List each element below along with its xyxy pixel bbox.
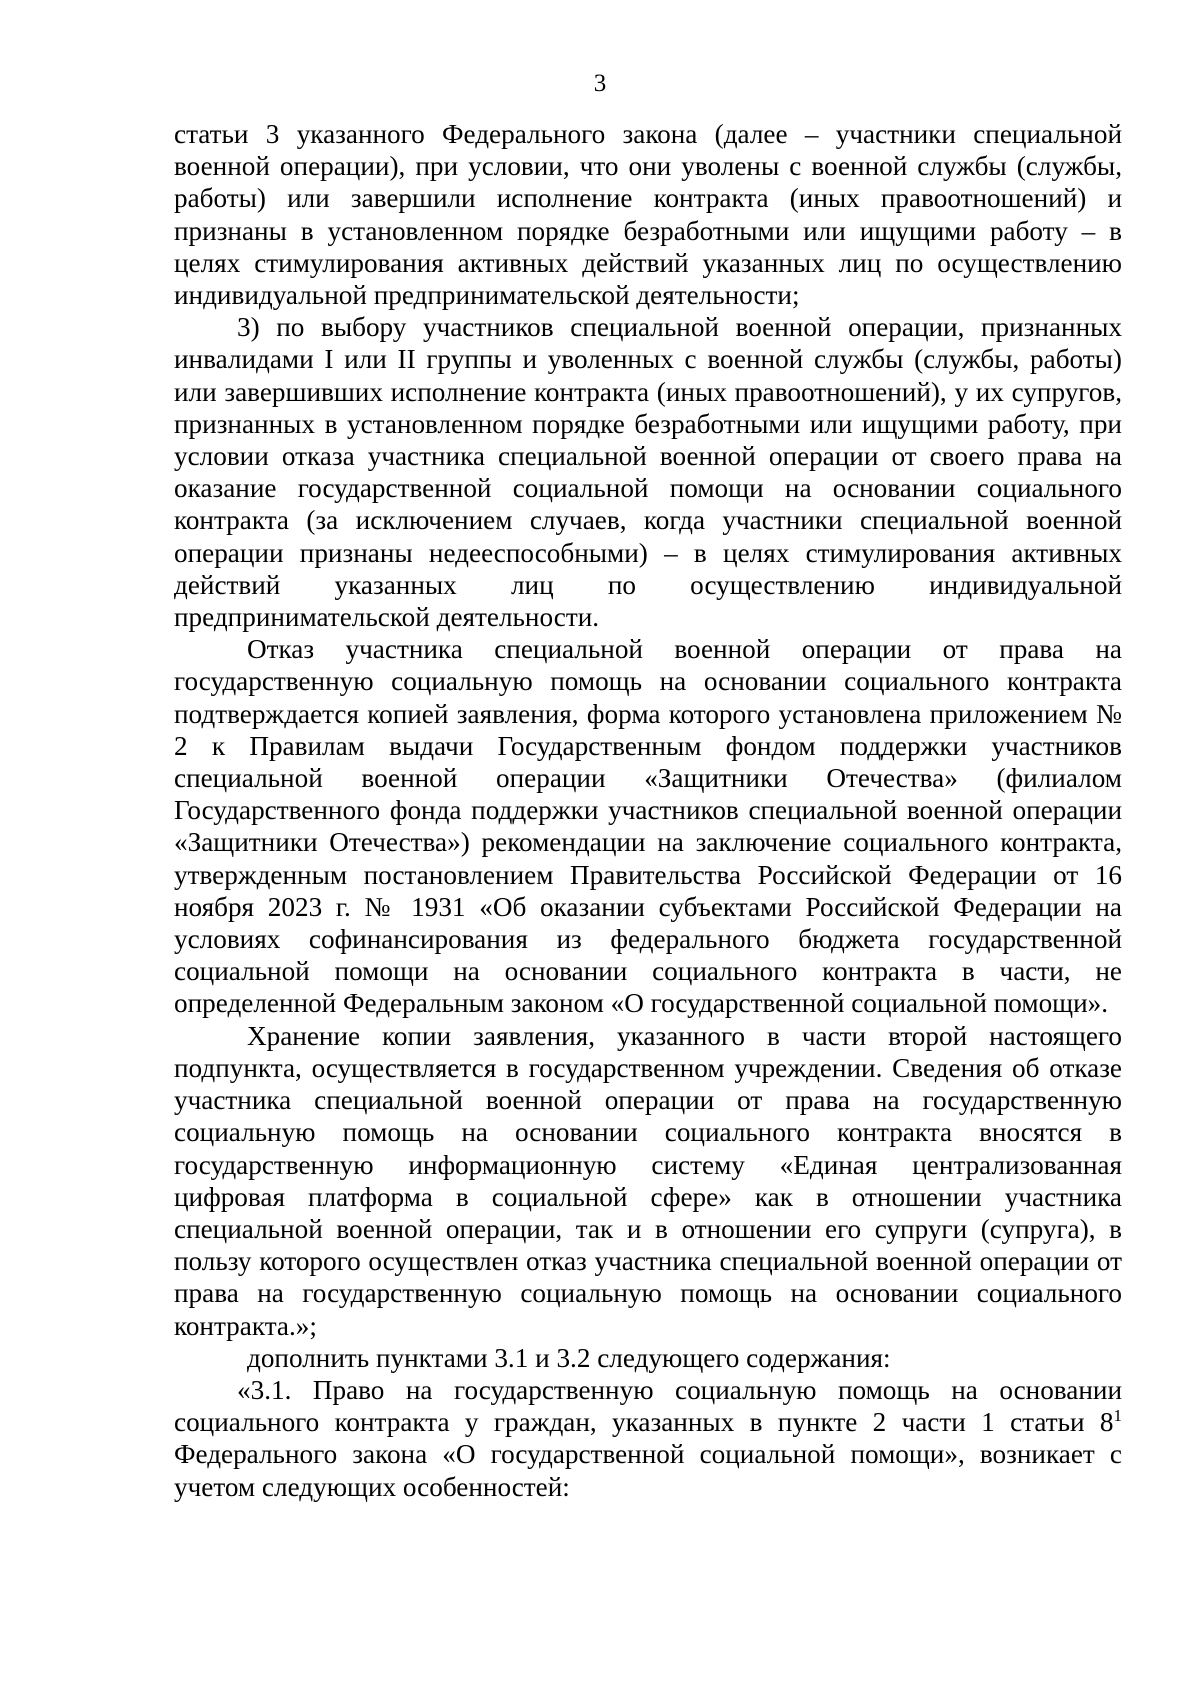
superscript-note: 1 — [1113, 1406, 1122, 1426]
paragraph-item-3: 3) по выбору участников специальной военной операции, признанных инвалидами I или II группы и уволенных с военной службы (службы, работы) или завершивших исполнение контракта (иных правоотношений), у их супругов, признанных в установленном порядке безработными или ищущими работу, при условии отказа участника специальной военной операции от своего права на оказание государственной социальной помощи на основании социального контракта (за исключением случаев, когда участники специальной военной операции признаны недееспособными) – в целях стимулирования активных действий указанных лиц по осуществлению индивидуальной предпринимательской деятельности. — [174, 312, 1122, 633]
paragraph-continuation: статьи 3 указанного Федерального закона (далее – участники специальной военной операции), при условии, что они уволены с военной службы (службы, работы) или завершили исполнение контракта (иных правоотношений) и признаны в установленном порядке безработными или ищущими работу – в целях стимулирования активных действий указанных лиц по осуществлению индивидуальной предпринимательской деятельности; — [174, 119, 1122, 311]
paragraph-item-3-1-text-end: Федерального закона «О государственной социальной помощи», возникает с учетом следующих особенностей: — [174, 1439, 1122, 1502]
page-number: 3 — [593, 70, 607, 97]
paragraph-storage: Хранение копии заявления, указанного в части второй настоящего подпункта, осуществляется в государственном учреждении. Сведения об отказе участника специальной военной операции от права на государственную социальную помощь на основании социального контракта вносятся в государственную информационную систему «Единая централизованная цифровая платформа в социальной сфере» как в отношении участника специальной военной операции, так и в отношении его супруги (супруга), в пользу которого осуществлен отказ участника специальной военной операции от права на государственную социальную помощь на основании социального контракта.»; — [174, 1020, 1122, 1341]
document-body — [174, 118, 1122, 1503]
paragraph-refusal: Отказ участника специальной военной операции от права на государственную социальную помощь на основании социального контракта подтверждается копией заявления, форма которого установлена приложением № 2 к Правилам выдачи Государственным фондом поддержки участников специальной военной операции «Защитники Отечества» (филиалом Государственного фонда поддержки участников специальной военной операции «Защитники Отечества») рекомендации на заключение социального контракта, утвержденным постановлением Правительства Российской Федерации от 16 ноября 2023 г. № 1931 «Об оказании субъектами Российской Федерации на условиях софинансирования из федерального бюджета государственной социальной помощи на основании социального контракта в части, не определенной Федеральным законом «О государственной социальной помощи». — [174, 634, 1122, 1019]
paragraph-item-3-1 — [174, 1374, 1122, 1503]
paragraph-amendment: дополнить пунктами 3.1 и 3.2 следующего содержания: — [247, 1342, 891, 1373]
paragraph-item-3-1-text-start: «3.1. Право на государственную социальную помощь на основании социального контракта у граждан, указанных в пункте 2 части 1 статьи 8 — [174, 1374, 1122, 1438]
